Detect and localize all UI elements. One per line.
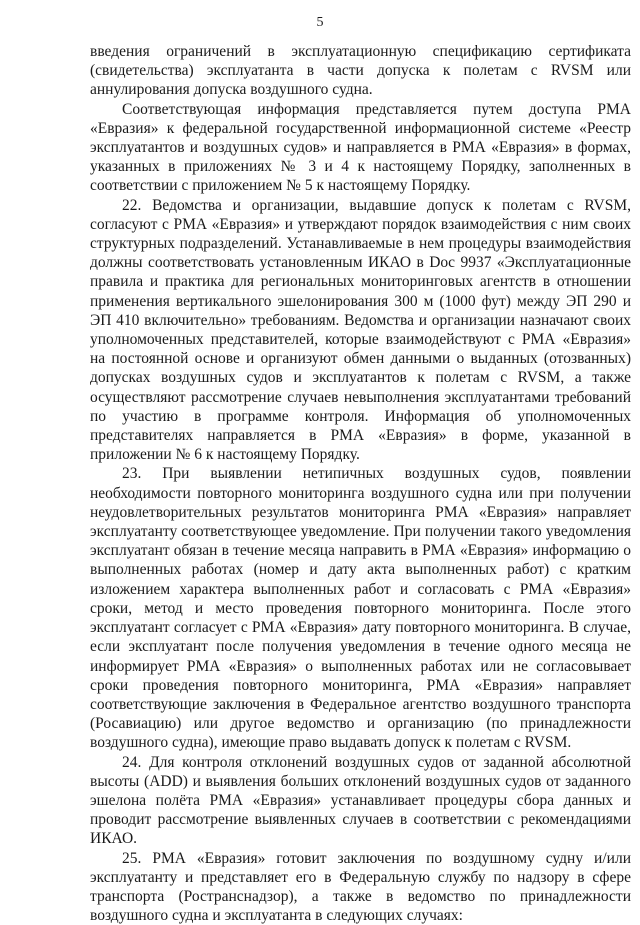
paragraph-information-access: Соответствующая информация представляется путем доступа РМА «Евразия» к федеральной государственной информационной системе «Реестр эксплуатантов и воздушных судов» и направляется в РМА «Евразия» в формах, указанных в приложениях № 3 и 4 к настоящему Порядку, заполненных в соответствии с приложением № 5 к настоящему Порядку.	[90, 100, 631, 195]
paragraph-continuation: введения ограничений в эксплуатационную спецификацию сертификата (свидетельства) эксплуатанта в части допуска к полетам с RVSM или аннулирования допуска воздушного судна.	[90, 43, 631, 99]
paragraph-item-23: 23. При выявлении нетипичных воздушных судов, появлении необходимости повторного мониторинга воздушного судна или при получении неудовлетворительных результатов мониторинга РМА «Евразия» направляет эксплуатанту соответствующее уведомление. При получении такого уведомления эксплуатант обязан в течение месяца направить в РМА «Евразия» информацию о выполненных работах (номер и дату акта выполненных работ) с кратким изложением характера выполненных работ и согласовать с РМА «Евразия» сроки, метод и место проведения повторного мониторинга. После этого эксплуатант согласует с РМА «Евразия» дату повторного мониторинга. В случае, если эксплуатант после получения уведомления в течение одного месяца не информирует РМА «Евразия» о выполненных работах или не согласовывает сроки проведения повторного мониторинга, РМА «Евразия» направляет соответствующие заключения в Федеральное агентство воздушного транспорта (Росавиацию) или другое ведомство и организацию (по принадлежности воздушного судна), имеющие право выдавать допуск к полетам с RVSM.	[90, 465, 631, 752]
paragraph-item-25: 25. РМА «Евразия» готовит заключения по воздушному судну и/или эксплуатанту и представляет его в Федеральную службу по надзору в сфере транспорта (Ространснадзор), а также в ведомство по принадлежности воздушного судна и эксплуатанта в следующих случаях:	[90, 849, 631, 925]
paragraph-item-24: 24. Для контроля отклонений воздушных судов от заданной абсолютной высоты (ADD) и выявления больших отклонений воздушных судов от заданного эшелона полёта РМА «Евразия» устанавливает процедуры сбора данных и проводит рассмотрение выявленных случаев в соответствии с рекомендациями ИКАО.	[90, 753, 631, 848]
page-number: 5	[316, 15, 324, 30]
document-body	[90, 42, 631, 925]
paragraph-item-22: 22. Ведомства и организации, выдавшие допуск к полетам с RVSM, согласуют с РМА «Евразия» и утверждают порядок взаимодействия с ним своих структурных подразделений. Устанавливаемые в нем процедуры взаимодействия должны соответствовать установленным ИКАО в Doc 9937 «Эксплуатационные правила и практика для региональных мониторинговых агентств в отношении применения вертикального эшелонирования 300 м (1000 фут) между ЭП 290 и ЭП 410 включительно» требованиям. Ведомства и организации назначают своих уполномоченных представителей, которые взаимодействуют с РМА «Евразия» на постоянной основе и организуют обмен данными о выданных (отозванных) допусках воздушных судов и эксплуатантов к полетам с RVSM, а также осуществляют рассмотрение случаев невыполнения эксплуатантами требований по участию в программе контроля. Информация об уполномоченных представителях направляется в РМА «Евразия» в форме, указанной в приложении № 6 к настоящему Порядку.	[90, 196, 631, 464]
